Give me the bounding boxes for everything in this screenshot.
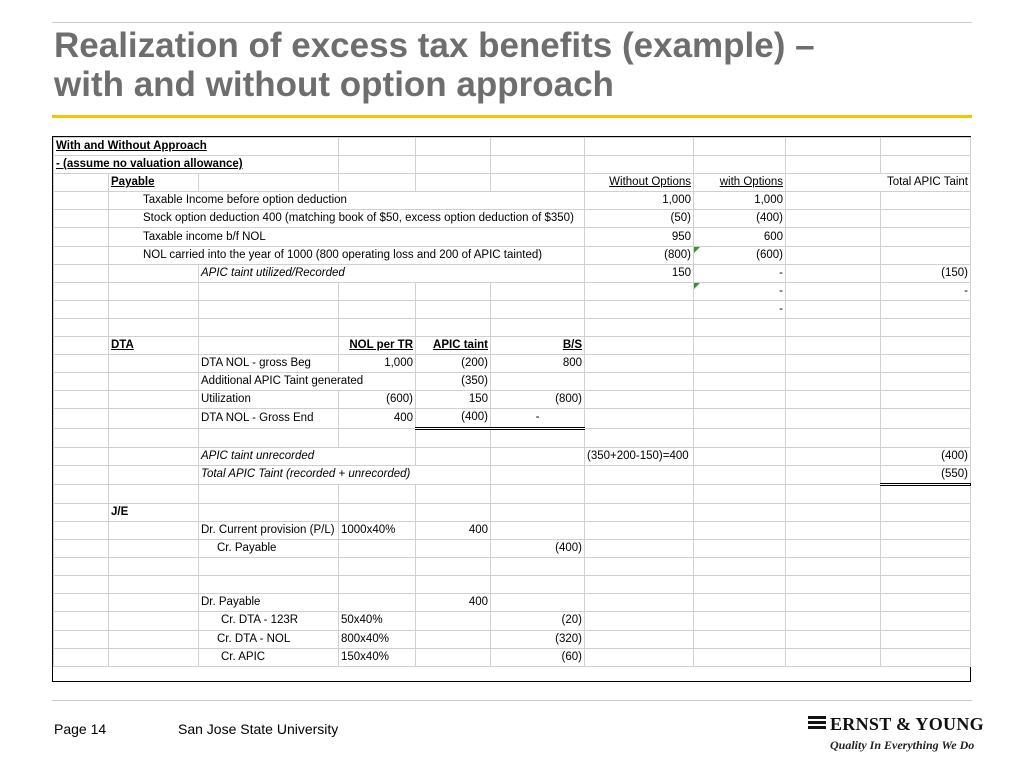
row-label: Cr. DTA - 123R — [199, 612, 339, 630]
row-label: Cr. Payable — [199, 540, 339, 558]
cell-with: - — [694, 264, 786, 282]
cell-debit: 400 — [416, 594, 491, 612]
table-row — [54, 337, 971, 355]
row-label: Taxable Income before option deduction — [109, 192, 585, 210]
page-number: Page 14 — [54, 721, 107, 737]
table-row — [54, 521, 971, 539]
table-row — [54, 447, 971, 465]
cell-nol: (600) — [339, 391, 416, 409]
cell-apic: 150 — [416, 391, 491, 409]
ernst-young-logo — [808, 714, 984, 754]
table-row — [54, 228, 971, 246]
cell-bs: (800) — [491, 391, 585, 409]
row-label: Additional APIC Taint generated — [199, 373, 416, 391]
logo-tagline: Quality In Everything We Do — [830, 738, 975, 752]
cell-credit: (320) — [491, 630, 585, 648]
dta-heading: DTA — [109, 337, 199, 355]
payable-heading: Payable — [109, 174, 199, 192]
table-row — [54, 391, 971, 409]
column-header-with: with Options — [694, 174, 786, 192]
row-label: Dr. Payable — [199, 594, 339, 612]
table-row — [54, 594, 971, 612]
footer-rule — [52, 700, 972, 701]
cell-with: 600 — [694, 228, 786, 246]
logo-mark-icon — [808, 716, 826, 732]
worksheet-table — [53, 137, 971, 667]
table-row — [54, 156, 971, 174]
je-heading: J/E — [109, 503, 199, 521]
row-label: APIC taint unrecorded — [199, 447, 416, 465]
cell-without: 1,000 — [585, 192, 694, 210]
column-header-total: Total APIC Taint — [786, 174, 971, 192]
table-row — [54, 300, 971, 318]
table-row — [54, 210, 971, 228]
cell-without: 150 — [585, 264, 694, 282]
row-label: APIC taint utilized/Recorded — [199, 264, 585, 282]
row-label: NOL carried into the year of 1000 (800 operating loss and 200 of APIC tainted) — [109, 246, 585, 264]
section-subheader: - (assume no valuation allowance) — [54, 156, 339, 174]
table-row — [54, 612, 971, 630]
cell-apic: (350) — [416, 373, 491, 391]
row-label: Cr. APIC — [199, 648, 339, 666]
table-row — [54, 409, 971, 428]
row-label: Total APIC Taint (recorded + unrecorded) — [199, 465, 491, 484]
column-header-bs: B/S — [491, 337, 585, 355]
cell-with: - — [694, 282, 786, 300]
cell-bs: 800 — [491, 355, 585, 373]
calc-cell: 800x40% — [339, 630, 416, 648]
column-header-without: Without Options — [585, 174, 694, 192]
row-label: Taxable income b/f NOL — [109, 228, 585, 246]
logo-name: ERNST & YOUNG — [830, 714, 984, 734]
calc-cell: 1000x40% — [339, 521, 416, 539]
table-row — [54, 192, 971, 210]
footer-university: San Jose State University — [178, 721, 339, 737]
cell-credit: (400) — [491, 540, 585, 558]
table-row — [54, 428, 971, 447]
spreadsheet — [52, 136, 971, 682]
title-underline — [52, 115, 972, 118]
cell-nol: 1,000 — [339, 355, 416, 373]
column-header-apic: APIC taint — [416, 337, 491, 355]
cell-with: (600) — [694, 246, 786, 264]
table-row — [54, 484, 971, 503]
cell-credit: (20) — [491, 612, 585, 630]
cell-apic: (200) — [416, 355, 491, 373]
table-row — [54, 318, 971, 336]
column-header-nol: NOL per TR — [339, 337, 416, 355]
table-row — [54, 282, 971, 300]
table-row — [54, 465, 971, 484]
row-label: Stock option deduction 400 (matching book of $50, excess option deduction of $350) — [109, 210, 585, 228]
table-row — [54, 630, 971, 648]
unrecorded-calc: (350+200-150)=400 — [585, 447, 694, 465]
calc-cell: 150x40% — [339, 648, 416, 666]
title-line-2: with and without option approach — [54, 65, 614, 104]
cell-apic: (400) — [416, 409, 491, 428]
cell-total: (150) — [881, 264, 971, 282]
cell-total: - — [881, 282, 971, 300]
cell-without: (800) — [585, 246, 694, 264]
section-header: With and Without Approach — [54, 138, 339, 156]
cell-total: (550) — [881, 465, 971, 484]
cell-total: (400) — [881, 447, 971, 465]
cell-with: 1,000 — [694, 192, 786, 210]
table-row — [54, 558, 971, 576]
cell-with: (400) — [694, 210, 786, 228]
table-row — [54, 576, 971, 594]
row-label: Cr. DTA - NOL — [199, 630, 339, 648]
table-row — [54, 264, 971, 282]
row-label: DTA NOL - Gross End — [199, 409, 339, 428]
calc-cell: 50x40% — [339, 612, 416, 630]
table-row — [54, 174, 971, 192]
cell-without: (50) — [585, 210, 694, 228]
table-row — [54, 503, 971, 521]
cell-credit: (60) — [491, 648, 585, 666]
row-label: DTA NOL - gross Beg — [199, 355, 339, 373]
table-row — [54, 540, 971, 558]
table-row — [54, 648, 971, 666]
cell-with: - — [694, 300, 786, 318]
title-line-1: Realization of excess tax benefits (example) – — [54, 26, 815, 65]
cell-debit: 400 — [416, 521, 491, 539]
table-row — [54, 355, 971, 373]
row-label: Dr. Current provision (P/L) — [199, 521, 339, 539]
table-row — [54, 246, 971, 264]
cell-without: 950 — [585, 228, 694, 246]
top-rule — [52, 22, 972, 23]
table-row — [54, 138, 971, 156]
row-label: Utilization — [199, 391, 339, 409]
slide-title — [54, 26, 954, 104]
cell-nol: 400 — [339, 409, 416, 428]
table-row — [54, 373, 971, 391]
cell-bs: - — [491, 409, 585, 428]
